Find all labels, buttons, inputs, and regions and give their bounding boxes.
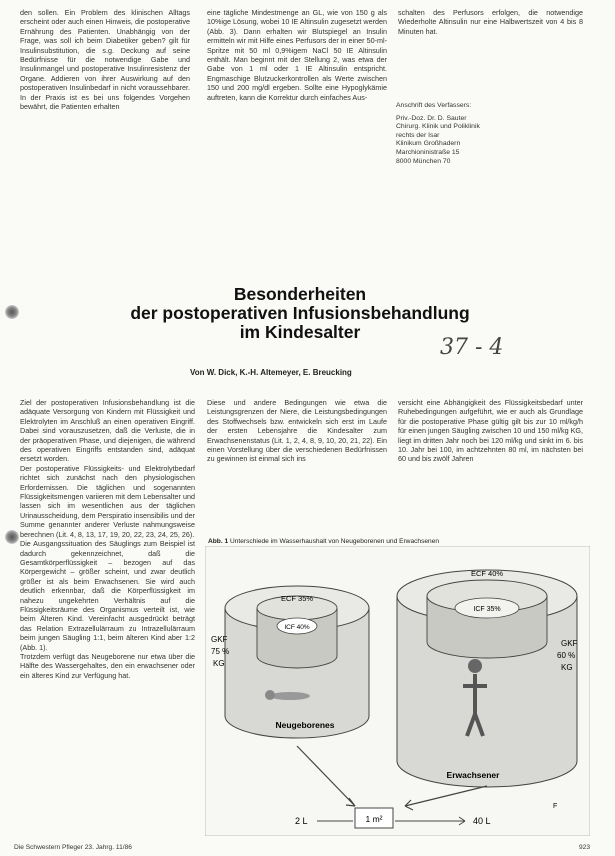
journal-reference: Die Schwestern Pfleger 23. Jahrg. 11/86 <box>14 844 132 851</box>
newborn-gkf-percent: 75 % <box>211 647 230 656</box>
address-line: Marchioninistraße 15 <box>396 148 460 156</box>
adult-ecf-label: ECF 40% <box>470 569 504 578</box>
newborn-volume: 2 L <box>295 816 308 826</box>
adult-gkf-percent: 60 % <box>557 651 576 660</box>
figure-caption <box>208 538 588 545</box>
title-line: Besonderheiten <box>233 284 367 304</box>
paragraph: versicht eine Abhängigkeit des Flüssigkeitsbedarf unter Ruhebedingungen aufgeführt, wie er auch als Grundlage für die postoperative Phase gültig gilt bis zur 10 ml/kg/h für einen jungen Säugling zwischen 10 und 150 ml/kg KG, liegt im dritten Jahr noch bei 120 ml/kg und sinkt im 6. bis 10. Jahr bei 100, im achtzehnten 80 ml, im nächsten bei 60 und bis zwölf Jahren <box>398 398 583 464</box>
top-left-column <box>20 8 190 111</box>
figure-caption-text: Unterschiede im Wasserhaushalt von Neugeborenen und Erwachsenen <box>230 538 440 545</box>
newborn-ecf-label: ECF 35% <box>280 594 314 603</box>
paragraph: Die Ausgangssituation des Säuglings zum Beispiel ist dadurch gekennzeichnet, daß die Gesamtkörperflüssigkeit – bezogen auf das Körpergewicht – größer scheint, und zwar deutlich größer ist als beim Erwachsenen. Sie wird auch deutlich erkennbar, daß die Körperflüssigkeit im nahezu ungekehrten Verhältnis auf die Flüssigkeitsräume des Organismus verteilt ist, wie beim Älteren Kind. Vereinfacht ausgedrückt beträgt das Relation Extrazellulärraum zu Intrazellulärraum beim jungen Säugling 1:1, beim älteren Kind aber 1:2 (Abb. 1). <box>20 539 195 652</box>
top-middle-column <box>207 8 387 102</box>
figure-mark: F <box>553 803 558 810</box>
article-authors: Von W. Dick, K.-H. Altemeyer, E. Breucking <box>190 368 352 377</box>
paragraph: Ziel der postoperativen Infusionsbehandlung ist die adäquate Versorgung von Kindern mit Flüssigkeit und Elektrolyten im Anschluß an einen operativen Eingriff. Dabei sind vorauszusetzen, daß die Verluste, die in der präoperativen Phase, und diejenigen, die während des operativen Eingriffs entstanden sind, adäquat ersetzt worden. <box>20 398 195 464</box>
paragraph: Trotzdem verfügt das Neugeborene nur etwa über die Hälfte des Wassergehaltes, den ein erwachsener oder ein älteres Kind zur Verfügung hat. <box>20 651 195 680</box>
title-line: der postoperativen Infusionsbehandlung <box>130 303 470 323</box>
adult-icf-label: ICF 35% <box>473 606 501 613</box>
paragraph: eine tägliche Mindestmenge an GL, wie von 150 g als 10%ige Lösung, wobei 10 IE Altinsulin zugesetzt werden (Abb. 3). Dann erhalten wir Blutspiegel an Insulin ermitteln wir mit Hilfe eines Perfusors der in einer 50-ml-Spritze mit 50 ml 0,9%igem NaCl 50 IE Altinsulin enthält. Man beginnt mit der Stellung 2, was etwa der Gabe von 1 ml oder 1 IE Altinsulin entspricht. Engmaschige Blutzuckerkontrollen als Werte zwischen 150 und 200 mg/dl ergeben. Sollte eine Hypoglykämie auftreten, kann die Korrektur durch einfaches Aus- <box>207 8 387 102</box>
page-number: 923 <box>578 844 590 851</box>
surface-area: 1 m² <box>365 814 383 824</box>
address-line: 8000 München 70 <box>396 157 451 165</box>
author-address <box>396 102 586 166</box>
figure-label: Abb. 1 <box>208 538 229 545</box>
newborn-label: Neugeborenes <box>275 720 335 730</box>
address-heading: Anschrift des Verfassers: <box>396 102 472 109</box>
adult-label: Erwachsener <box>446 770 500 780</box>
adult-gkf-unit: KG <box>561 663 573 672</box>
newborn-cylinder <box>225 586 369 738</box>
newborn-gkf-label: GKF <box>211 635 228 644</box>
article-title <box>100 285 500 342</box>
paragraph: den sollen. Ein Problem des klinischen Alltags erscheint oder auch einen Hinweis, die postoperative Ernährung des Patienten. Unabhängig von der Frage, was soll ich beim Diabetiker geben? gilt für Insulinsubstitution, die s.g. Deckung auf seine Bedürfnisse für die notwendige Gabe und Insulinmangel und postoperative Insulinresistenz der Organe. Addieren von ihrer Auswirkung auf den postoperativen Insulinbedarf in nicht voraussehbarer. In der Praxis ist es bei uns folgendes Vorgehen bewährt, die Patienten erhalten <box>20 8 190 112</box>
adult-cylinder <box>397 569 577 787</box>
paragraph: Der postoperative Flüssigkeits- und Elektrolytbedarf richtet sich zunächst nach den physiologischen Erfordernissen. Die täglichen und sogenannten Flüssigkeitsmengen variieren mit dem Lebensalter und lassen sich im wesentlichen aus der täglichen Urinausscheidung, dem Perspiratio insensibilis und der Summe genannter anderer Verluste nahmungsweise berechnen (Lit. 4, 8, 13, 17, 19, 20, 22, 23, 24, 25, 26). <box>20 463 195 539</box>
newborn-gkf-unit: KG <box>213 659 225 668</box>
address-line: rechts der Isar <box>396 131 440 139</box>
water-distribution-figure <box>205 546 590 836</box>
body-middle-column <box>207 398 387 464</box>
punch-hole <box>5 530 19 544</box>
address-line: Chirurg. Klinik und Poliklinik <box>396 123 480 131</box>
handwritten-note: 37 - 4 <box>440 335 504 360</box>
punch-hole <box>5 305 19 319</box>
body-right-column <box>398 398 583 464</box>
paragraph: schalten des Perfusors erfolgen, die notwendige Wiederholte Altinsulin nur eine Halbwertszeit von 4 bis 8 Minuten hat. <box>398 8 583 36</box>
adult-volume: 40 L <box>473 816 491 826</box>
body-left-column <box>20 398 195 680</box>
adult-gkf-label: GKF <box>561 639 578 648</box>
newborn-icf-label: ICF 40% <box>284 624 310 631</box>
title-line: im Kindesalter <box>239 322 361 342</box>
address-line: Priv.-Doz. Dr. D. Sauter <box>396 114 467 122</box>
paragraph: Diese und andere Bedingungen wie etwa die Leistungsgrenzen der Niere, die Leistungsbedingungen des Stoffwechsels bzw. entwickeln sich erst im Laufe der ersten Lebensjahre die Kindesalter zum Erwachsenenstatus (Lit. 1, 2, 4, 8, 9, 10, 20, 21, 22). Ein einen Vorstellung über die verschiedenen Bedürfnissen zu gewinnen ist einmal sich ins <box>207 398 387 464</box>
page-footer <box>14 844 604 851</box>
top-right-column <box>398 8 583 36</box>
address-line: Klinikum Großhadern <box>396 140 461 148</box>
